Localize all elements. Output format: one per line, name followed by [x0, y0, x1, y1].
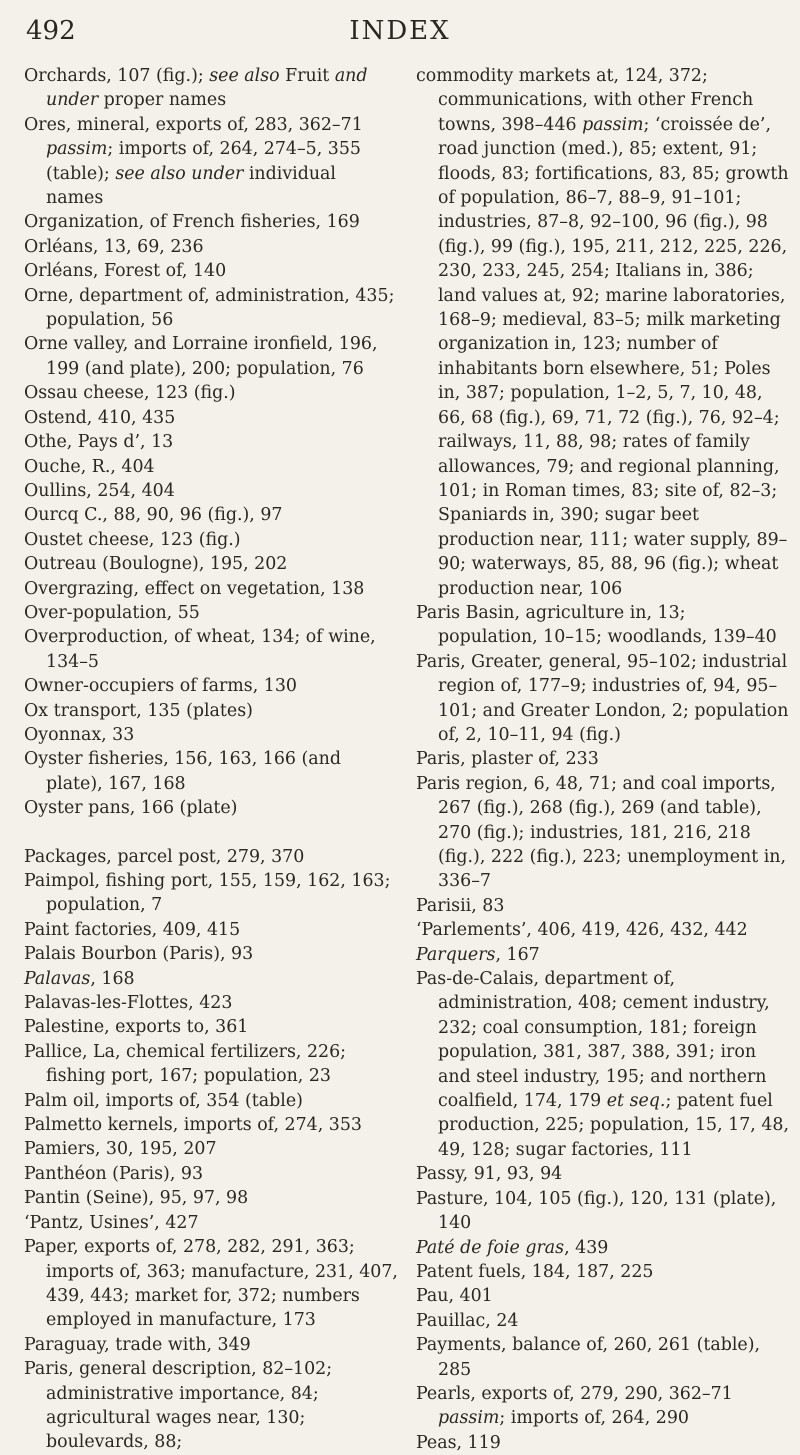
entry-text: Over-population, 55 [24, 602, 200, 623]
entry-text: Parisii, 83 [416, 895, 505, 916]
entry-text: Pearls, exports of, 279, 290, 362–71 [416, 1383, 733, 1404]
index-entry [24, 1040, 398, 1089]
index-entry [416, 1236, 790, 1260]
index-entry [24, 723, 398, 747]
entry-text: , 168 [90, 968, 135, 989]
index-entry [24, 1137, 398, 1161]
index-entry [24, 1162, 398, 1186]
entry-text: Orléans, 13, 69, 236 [24, 236, 204, 257]
index-entry [24, 235, 398, 259]
entry-text: Ostend, 410, 435 [24, 407, 176, 428]
entry-italic-text: see also under [115, 163, 244, 184]
entry-text: , 439 [564, 1237, 609, 1258]
index-entry [24, 967, 398, 991]
entry-text: Ossau cheese, 123 (fig.) [24, 383, 236, 404]
entry-text: Orne valley, and Lorraine ironfield, 196, 199 (and plate), 200; population, 76 [24, 334, 378, 379]
index-entry [24, 259, 398, 283]
index-entry [416, 650, 790, 748]
entry-text: Palmetto kernels, imports of, 274, 353 [24, 1115, 362, 1136]
entry-text: Ourcq C., 88, 90, 96 (fig.), 97 [24, 505, 283, 526]
entry-text: Palavas-les-Flottes, 423 [24, 993, 233, 1014]
entry-text: Oustet cheese, 123 (fig.) [24, 529, 241, 550]
index-entry [24, 625, 398, 674]
index-entry [24, 503, 398, 527]
index-entry [416, 747, 790, 771]
entry-italic-text: passim [438, 1408, 500, 1429]
entry-text: Peas, 119 [416, 1432, 501, 1453]
index-entry [416, 1309, 790, 1333]
index-entry [24, 1333, 398, 1357]
index-entry [24, 918, 398, 942]
entry-text: Orléans, Forest of, 140 [24, 261, 227, 282]
index-entry [416, 918, 790, 942]
entry-text: Pasture, 104, 105 (fig.), 120, 131 (plate), 140 [416, 1188, 777, 1234]
entry-text: proper names [98, 90, 227, 111]
entry-text: Overgrazing, effect on vegetation, 138 [24, 578, 365, 599]
entry-text: Pantin (Seine), 95, 97, 98 [24, 1188, 249, 1209]
index-entry [24, 1235, 398, 1333]
entry-text: individual names [46, 163, 336, 209]
index-entry [24, 747, 398, 796]
index-entry [24, 1015, 398, 1039]
index-entry [24, 942, 398, 966]
entry-text: ; imports of, 264, 290 [499, 1408, 689, 1429]
entry-italic-text: passim [582, 114, 644, 135]
entry-text: Palm oil, imports of, 354 (table) [24, 1090, 303, 1111]
entry-text: Organization, of French fisheries, 169 [24, 212, 360, 233]
index-entry [416, 894, 790, 918]
entry-text: Pauillac, 24 [416, 1310, 519, 1331]
entry-text: Pamiers, 30, 195, 207 [24, 1139, 217, 1160]
entry-text: Oullins, 254, 404 [24, 480, 175, 501]
index-entry [24, 64, 398, 113]
entry-text: Orchards, 107 (fig.); [24, 66, 210, 86]
index-entry [24, 1357, 398, 1455]
index-entry [24, 381, 398, 405]
index-entry [416, 1187, 790, 1236]
index-entry [24, 845, 398, 869]
index-entry [24, 528, 398, 552]
entry-text: Packages, parcel post, 279, 370 [24, 846, 305, 867]
entry-italic-text: Paté de foie gras [416, 1237, 565, 1258]
index-entry [416, 1260, 790, 1284]
index-entry [24, 210, 398, 234]
entry-text: Owner-occupiers of farms, 130 [24, 676, 297, 697]
entry-text: Paris, general description, 82–102; administrative importance, 84; agricultural wages near, 130; boulevards, 88; [24, 1359, 333, 1453]
entry-text: Paris Basin, agriculture in, 13; population, 10–15; woodlands, 139–40 [416, 602, 777, 648]
running-head: INDEX [349, 16, 451, 46]
entry-text: ‘Parlements’, 406, 419, 426, 432, 442 [416, 920, 748, 941]
index-entry [24, 430, 398, 454]
entry-text: Pallice, La, chemical fertilizers, 226; fishing port, 167; population, 23 [24, 1041, 347, 1087]
entry-text: Fruit [279, 66, 335, 86]
entry-text: Paint factories, 409, 415 [24, 919, 241, 940]
entry-italic-text: passim [46, 139, 108, 160]
index-entry [24, 455, 398, 479]
index-entry [416, 601, 790, 650]
index-entry [24, 479, 398, 503]
entry-text: ‘Pantz, Usines’, 427 [24, 1212, 199, 1233]
index-entry [24, 1186, 398, 1210]
index-entry [24, 1211, 398, 1235]
entry-italic-text: et seq. [606, 1091, 666, 1112]
entry-text: Pas-de-Calais, department of, administration, 408; cement industry, 232; coal consumption, 181; foreign population, 381, 387, 388, 391; iron and steel industry, 195; and northern coalfield, 174, 179 [416, 969, 770, 1112]
entry-text: Paimpol, fishing port, 155, 159, 162, 163; population, 7 [24, 871, 391, 916]
index-entry [24, 113, 398, 211]
index-entry [24, 1089, 398, 1113]
index-entry [416, 64, 790, 601]
entry-text: Orne, department of, administration, 435; population, 56 [24, 285, 395, 331]
entry-text: Oyonnax, 33 [24, 724, 135, 745]
entry-italic-text: and under [46, 66, 368, 111]
index-entry [416, 772, 790, 894]
entry-text: ; imports of, 264, 274–5, 355 (table); [46, 139, 361, 184]
index-entry [416, 1333, 790, 1382]
index-entry [416, 1382, 790, 1431]
entry-text: Ouche, R., 404 [24, 456, 155, 477]
index-entry [24, 796, 398, 820]
entry-text: Paper, exports of, 278, 282, 291, 363; imports of, 363; manufacture, 231, 407, 439, 443; market for, 372; numbers employed in manufacture, 173 [24, 1237, 398, 1331]
index-entry [24, 577, 398, 601]
entry-text: Patent fuels, 184, 187, 225 [416, 1261, 654, 1282]
index-entry [416, 1431, 790, 1455]
right-column [416, 64, 790, 1453]
entry-text: Othe, Pays d’, 13 [24, 432, 174, 453]
entry-text: Payments, balance of, 260, 261 (table), 285 [416, 1335, 761, 1380]
index-entry [416, 943, 790, 967]
section-gap [24, 821, 398, 845]
entry-text: Paris, Greater, general, 95–102; industrial region of, 177–9; industries of, 94, 95–101; and Greater London, 2; population of, 2, 10–11, 94 (fig.) [416, 651, 789, 745]
entry-text: Overproduction, of wheat, 134; of wine, 134–5 [24, 627, 376, 672]
entry-text: Paris, plaster of, 233 [416, 749, 599, 770]
index-entry [416, 1284, 790, 1308]
index-entry [24, 674, 398, 698]
index-entry [24, 1113, 398, 1137]
index-entry [24, 699, 398, 723]
entry-italic-text: see also [209, 66, 280, 86]
index-entry [24, 284, 398, 333]
entry-text: ; ‘croissée de’, road junction (med.), 85; extent, 91; floods, 83; fortifications, 83, 85; growth of population, 86–7, 88–9, 91–101; industries, 87–8, 92–100, 96 (fig.), 98 (fig.), 99 (fig.), 195, 211, 212, 225, 226, 230, 233, 245, 254; Italians in, 386; land values at, 92; marine laboratories, 168–9; medieval, 83–5; milk marketing organization in, 123; number of inhabitants born elsewhere, 51; Poles in, 387; population, 1–2, 5, 7, 10, 48, 66, 68 (fig.), 69, 71, 72 (fig.), 76, 92–4; railways, 11, 88, 98; rates of family allowances, 79; and regional planning, 101; in Roman times, 83; site of, 82–3; Spaniards in, 390; sugar beet production near, 111; water supply, 89–90; waterways, 85, 88, 96 (fig.); wheat production near, 106 [438, 114, 789, 599]
index-entry [24, 991, 398, 1015]
page-number: 492 [26, 16, 76, 46]
entry-text: Pau, 401 [416, 1286, 493, 1307]
entry-text: commodity markets at, 124, 372; communications, with other French towns, 398–446 [416, 66, 754, 135]
page-header [20, 14, 780, 54]
index-entry [24, 406, 398, 430]
entry-text: Ores, mineral, exports of, 283, 362–71 [24, 114, 363, 135]
entry-italic-text: Palavas [24, 968, 91, 989]
index-columns [24, 64, 790, 1453]
entry-text: Palais Bourbon (Paris), 93 [24, 944, 254, 965]
index-entry [24, 552, 398, 576]
entry-text: Oyster pans, 166 (plate) [24, 798, 238, 819]
entry-text: Paris region, 6, 48, 71; and coal imports, 267 (fig.), 268 (fig.), 269 (and table), 270 (fig.); industries, 181, 216, 218 (fig.), 222 (fig.), 223; unemployment in, 336–7 [416, 773, 787, 892]
left-column [24, 64, 398, 1453]
index-entry [24, 869, 398, 918]
index-entry [416, 967, 790, 1162]
entry-text: Outreau (Boulogne), 195, 202 [24, 554, 288, 575]
entry-text: Oyster fisheries, 156, 163, 166 (and plate), 167, 168 [24, 749, 341, 794]
entry-text: , 167 [495, 944, 540, 965]
entry-text: ; patent fuel production, 225; population, 15, 17, 48, 49, 128; sugar factories, 111 [438, 1091, 790, 1160]
entry-text: Passy, 91, 93, 94 [416, 1164, 563, 1185]
entry-text: Ox transport, 135 (plates) [24, 700, 253, 721]
entry-text: Palestine, exports to, 361 [24, 1017, 249, 1038]
entry-text: Paraguay, trade with, 349 [24, 1334, 251, 1355]
entry-italic-text: Parquers [416, 944, 496, 965]
entry-text: Panthéon (Paris), 93 [24, 1163, 204, 1184]
index-entry [416, 1162, 790, 1186]
index-entry [24, 332, 398, 381]
index-entry [24, 601, 398, 625]
